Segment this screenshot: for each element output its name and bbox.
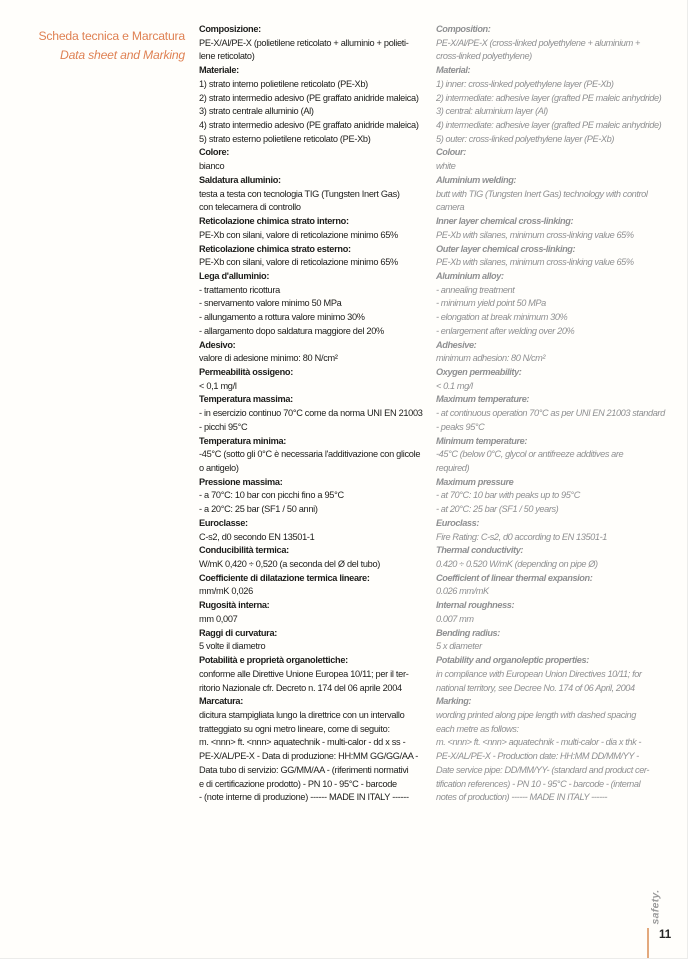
field-text-line: - trattamento ricottura [199,284,280,295]
field-text-line: 0.420 ÷ 0.520 W/mK (depending on pipe Ø) [436,559,598,570]
field-heading: Composition: [436,24,491,34]
field-text-line: conforme alle Direttive Unione Europea 10/11; per il ter- [199,668,409,679]
field-text-line: PE-Xb with silanes, minimum cross-linking value 65% [436,229,634,240]
field-text-line: 2) strato intermedio adesivo (PE graffato anidride maleica) [199,92,419,103]
field-heading: Adesivo: [199,339,236,350]
field-heading: Adhesive: [436,339,477,350]
field-heading: Reticolazione chimica strato interno: [199,216,349,227]
field-heading: Composizione: [199,24,261,34]
field-text-line: - at 20°C: 25 bar (SF1 / 50 years) [436,504,559,515]
field-heading: Bending radius: [436,627,500,638]
field-heading: Raggi di curvatura: [199,627,278,638]
field-text-line: m. <nnn> ft. <nnn> aquatechnik - multi-calor - dia x thk - [436,737,642,748]
field-text-line: - elongation at break minimum 30% [436,312,568,323]
field-text-line: - at continuous operation 70°C as per UNI EN 21003 standard [436,408,665,419]
field-text-line: < 0.1 mg/l [436,380,473,391]
field-text-line: mm 0,007 [199,613,238,624]
field-text-line: tification references) - PN 10 - 95°C - barcode - (internal [436,778,641,789]
field-heading: Rugosità interna: [199,600,270,611]
field-heading: Potability and organoleptic properties: [436,655,589,666]
page-number: 11 [659,929,672,941]
field-text-line: -45°C (sotto gli 0°C è necessaria l'additivazione con glicole [199,449,421,460]
field-text-line: minimum adhesion: 80 N/cm² [436,353,546,364]
field-text-line: white [436,161,456,172]
field-text-line: 5) strato esterno polietilene reticolato (PE-Xb) [199,133,371,144]
field-text-line: - (note interne di produzione) ------ MADE IN ITALY ------ [199,792,409,803]
field-text-line: -45°C (below 0°C, glycol or antifreeze additives are [436,449,624,460]
field-text-line: PE-X/AL/PE-X - Data di produzione: HH:MM GG/GG/AA - [199,751,419,762]
field-text-line: PE-Xb con silani, valore di reticolazione minimo 65% [199,229,398,240]
field-heading: Marcatura: [199,696,243,707]
brand-logo-text: safety. [649,889,662,925]
field-text-line: - peaks 95°C [436,421,485,432]
field-text-line: - allargamento dopo saldatura maggiore del 20% [199,325,384,336]
italian-text-column [199,23,432,805]
field-text-line: Fire Rating: C-s2, d0 according to EN 13501-1 [436,531,607,542]
field-text-line: in compliance with European Union Directives 10/11; for [436,668,642,679]
section-title-italian: Scheda tecnica e Marcatura [38,29,185,43]
field-heading: Euroclasse: [199,517,248,528]
field-text-line: ritorio Nazionale cfr. Decreto n. 174 del 06 aprile 2004 [199,682,402,693]
field-heading: Conducibilità termica: [199,545,289,556]
field-heading: Internal roughness: [436,600,515,611]
field-text-line: - minimum yield point 50 MPa [436,298,546,309]
field-text-line: C-s2, d0 secondo EN 13501-1 [199,531,315,542]
field-text-line: 5 x diameter [436,641,482,652]
section-title-english: Data sheet and Marking [60,48,185,62]
field-heading: Inner layer chemical cross-linking: [436,216,574,227]
field-text-line: butt with TIG (Tungsten Inert Gas) technology with control [436,188,648,199]
field-text-line: - a 20°C: 25 bar (SF1 / 50 anni) [199,504,318,515]
field-heading: Colore: [199,147,230,158]
field-heading: Reticolazione chimica strato esterno: [199,243,351,254]
brand-logo [639,885,671,929]
field-text-line: PE-Xb with silanes, minimum cross-linking value 65% [436,257,634,268]
field-text-line: 1) strato interno polietilene reticolato (PE-Xb) [199,78,368,89]
field-text-line: PE-X/Al/PE-X (cross-linked polyethylene + aluminium + [436,37,640,48]
field-heading: Thermal conductivity: [436,545,524,556]
field-heading: Maximum temperature: [436,394,530,405]
field-text-line: wording printed along pipe length with dashed spacing [436,709,636,720]
field-text-line: con telecamera di controllo [199,202,301,213]
field-text-line: 0.007 mm [436,613,474,624]
field-text-line: 1) inner: cross-linked polyethylene layer (PE-Xb) [436,78,614,89]
footer-accent-line [647,928,649,959]
field-text-line: notes of production) ------ MADE IN ITALY ------ [436,792,608,803]
field-text-line: PE-X/Al/PE-X (polietilene reticolato + alluminio + polieti- [199,37,409,48]
field-text-line: valore di adesione minimo: 80 N/cm² [199,353,338,364]
field-text-line: W/mK 0,420 ÷ 0,520 (a seconda del Ø del tubo) [199,559,381,570]
field-heading: Minimum temperature: [436,435,528,446]
field-heading: Temperatura minima: [199,435,287,446]
field-text-line: o antigelo) [199,463,239,473]
field-text-line: 5) outer: cross-linked polyethylene layer (PE-Xb) [436,133,615,144]
field-text-line: 4) strato intermedio adesivo (PE graffato anidride maleica) [199,120,419,131]
field-heading: Outer layer chemical cross-linking: [436,243,576,254]
field-heading: Pressione massima: [199,476,283,487]
field-text-line: < 0,1 mg/l [199,380,237,391]
field-text-line: 4) intermediate: adhesive layer (grafted PE maleic anhydride) [436,120,662,131]
field-text-line: 3) strato centrale alluminio (Al) [199,106,314,117]
field-heading: Aluminium alloy: [436,270,504,281]
field-heading: Material: [436,65,471,76]
field-heading: Maximum pressure [436,476,514,487]
field-text-line: 3) central: aluminium layer (Al) [436,106,548,117]
field-heading: Lega d'alluminio: [199,270,270,281]
field-heading: Coefficiente di dilatazione termica lineare: [199,572,370,583]
field-text-line: national territory, see Decree No. 174 of 06 April, 2004 [436,682,635,693]
field-heading: Coefficient of linear thermal expansion: [436,572,593,583]
field-text-line: cross-linked polyethylene) [436,51,532,62]
field-text-line: bianco [199,161,225,172]
field-text-line: - snervamento valore minimo 50 MPa [199,298,342,309]
field-text-line: camera [436,202,465,213]
section-header [16,30,185,62]
field-heading: Saldatura alluminio: [199,174,281,185]
field-heading: Euroclass: [436,517,479,528]
field-text-line: 5 volte il diametro [199,641,266,652]
field-heading: Aluminium welding: [436,174,517,185]
field-text-line: - in esercizio continuo 70°C come da norma UNI EN 21003 [199,408,423,419]
field-text-line: each metre as follows: [436,723,519,734]
field-text-line: - annealing treatment [436,284,515,295]
field-text-line: Date service pipe: DD/MM/YY- (standard and product cer- [436,764,650,775]
field-text-line: PE-X/AL/PE-X - Production date: HH:MM DD/MM/YY - [436,751,639,762]
field-text-line: required) [436,463,470,473]
field-text-line: tratteggiato su ogni metro lineare, come di seguito: [199,723,390,734]
field-text-line: - picchi 95°C [199,421,248,432]
field-heading: Permeabilità ossigeno: [199,366,293,377]
field-heading: Materiale: [199,65,239,76]
field-text-line: lene reticolato) [199,51,255,62]
field-text-line: 2) intermediate: adhesive layer (grafted PE maleic anhydride) [436,92,662,103]
field-text-line: mm/mK 0,026 [199,586,253,597]
field-heading: Temperatura massima: [199,394,293,405]
field-text-line: m. <nnn> ft. <nnn> aquatechnik - multi-calor - dd x ss - [199,737,406,748]
field-text-line: Data tubo di servizio: GG/MM/AA - (riferimenti normativi [199,764,409,775]
field-text-line: dicitura stampigliata lungo la direttrice con un intervallo [199,709,405,720]
field-text-line: - at 70°C: 10 bar with peaks up to 95°C [436,490,580,501]
field-text-line: - a 70°C: 10 bar con picchi fino a 95°C [199,490,344,501]
field-text-line: testa a testa con tecnologia TIG (Tungsten Inert Gas) [199,188,400,199]
field-text-line: - enlargement after welding over 20% [436,325,575,336]
field-text-line: 0.026 mm/mK [436,586,489,597]
field-heading: Potabilità e proprietà organolettiche: [199,655,348,666]
field-text-line: e di certificazione prodotto) - PN 10 - 95°C - barcode [199,778,397,789]
field-text-line: PE-Xb con silani, valore di reticolazione minimo 65% [199,257,398,268]
english-text-column [436,23,669,805]
field-heading: Oxygen permeability: [436,366,522,377]
field-heading: Colour: [436,147,466,158]
field-heading: Marking: [436,696,472,707]
field-text-line: - allungamento a rottura valore minimo 30% [199,312,365,323]
